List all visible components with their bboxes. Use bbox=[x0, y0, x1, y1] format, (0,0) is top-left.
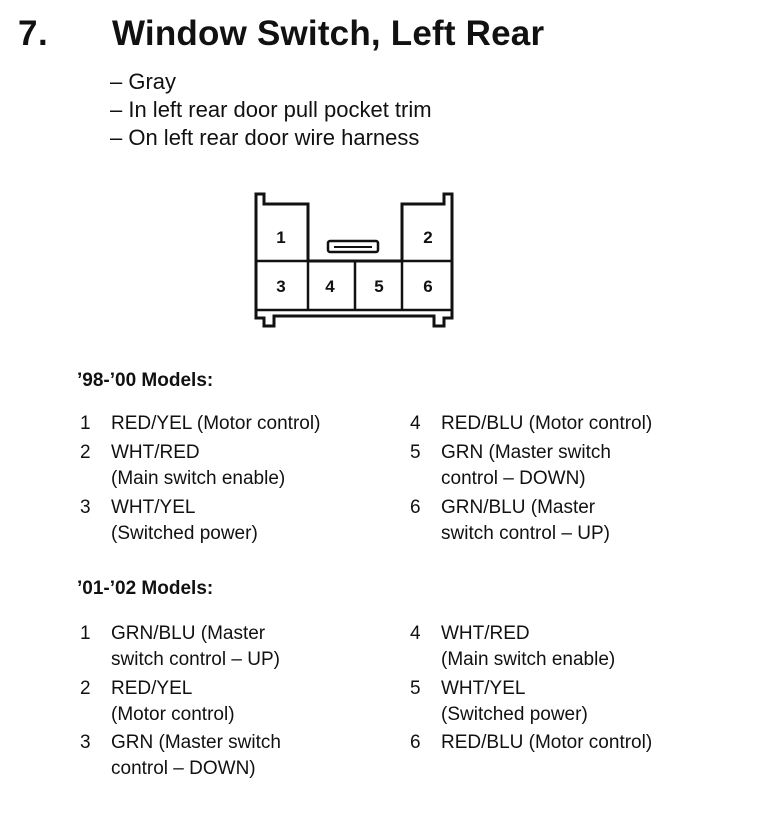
pin-description: GRN/BLU (Master switch control – UP) bbox=[441, 497, 610, 544]
pin-description: RED/BLU (Motor control) bbox=[441, 413, 653, 434]
pin-description: RED/BLU (Motor control) bbox=[441, 732, 653, 753]
connector-diagram bbox=[248, 190, 462, 330]
detail-color: – Gray bbox=[110, 69, 177, 94]
pin-number: 1 bbox=[80, 413, 91, 434]
pin-label-3: 3 bbox=[276, 277, 286, 296]
pin-description: GRN/BLU (Master switch control – UP) bbox=[111, 623, 280, 670]
pin-number: 4 bbox=[410, 623, 421, 644]
pin-label-6: 6 bbox=[423, 277, 433, 296]
pin-number: 4 bbox=[410, 413, 421, 434]
models-heading-01-02: ’01-’02 Models: bbox=[77, 578, 214, 599]
pin-description: WHT/RED (Main switch enable) bbox=[111, 442, 286, 489]
page-title: Window Switch, Left Rear bbox=[112, 14, 545, 53]
section-number: 7. bbox=[18, 14, 49, 53]
pin-number: 3 bbox=[80, 497, 91, 518]
pin-label-1: 1 bbox=[276, 228, 286, 247]
pin-description: RED/YEL (Motor control) bbox=[111, 678, 235, 725]
pin-label-2: 2 bbox=[423, 228, 433, 247]
pin-number: 1 bbox=[80, 623, 91, 644]
pin-number: 6 bbox=[410, 732, 421, 753]
pin-number: 2 bbox=[80, 678, 91, 699]
detail-location: – In left rear door pull pocket trim bbox=[110, 97, 432, 122]
pin-label-5: 5 bbox=[374, 277, 384, 296]
models-heading-98-00: ’98-’00 Models: bbox=[77, 370, 214, 391]
pin-description: GRN (Master switch control – DOWN) bbox=[441, 442, 611, 489]
pin-label-4: 4 bbox=[325, 277, 335, 296]
pin-description: RED/YEL (Motor control) bbox=[111, 413, 321, 434]
location-details bbox=[110, 68, 432, 152]
pin-number: 5 bbox=[410, 678, 421, 699]
pin-number: 5 bbox=[410, 442, 421, 463]
detail-harness: – On left rear door wire harness bbox=[110, 125, 420, 150]
pin-number: 3 bbox=[80, 732, 91, 753]
pin-description: WHT/RED (Main switch enable) bbox=[441, 623, 616, 670]
pin-number: 2 bbox=[80, 442, 91, 463]
pin-description: GRN (Master switch control – DOWN) bbox=[111, 732, 281, 779]
pin-description: WHT/YEL (Switched power) bbox=[441, 678, 588, 725]
pin-description: WHT/YEL (Switched power) bbox=[111, 497, 258, 544]
pin-number: 6 bbox=[410, 497, 421, 518]
